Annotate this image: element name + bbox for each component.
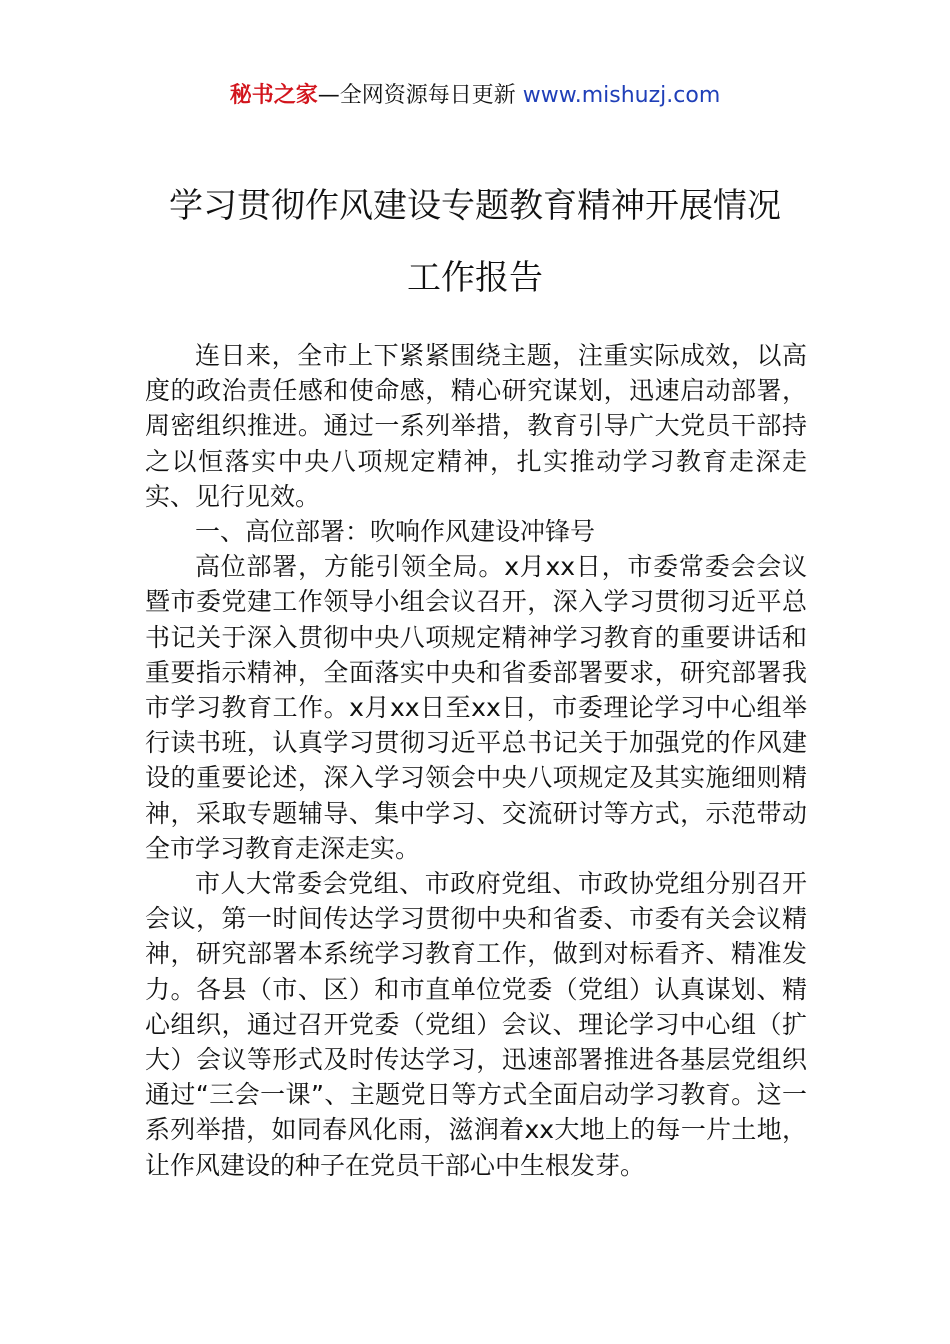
document-body [145, 338, 807, 1183]
site-header-banner [0, 80, 950, 112]
section-heading: 一、高位部署：吹响作风建设冲锋号 [195, 517, 596, 547]
body-paragraph: 市人大常委会党组、市政府党组、市政协党组分别召开会议，第一时间传达学习贯彻中央和省委、市委有关会议精神，研究部署本系统学习教育工作，做到对标看齐、精准发力。各县（市、区）和市直单位党委（党组）认真谋划、精心组织，通过召开党委（党组）会议、理论学习中心组（扩大）会议等形式及时传达学习，迅速部署推进各基层党组织通过“三会一课”、主题党日等方式全面启动学习教育。这一系列举措，如同春风化雨，滋润着xx大地上的每一片土地，让作风建设的种子在党员干部心中生根发芽。 [145, 869, 807, 1180]
document-title-line-2: 工作报告 [407, 258, 543, 298]
document-title-line-1: 学习贯彻作风建设专题教育精神开展情况 [169, 186, 781, 226]
site-tagline: —全网资源每日更新 [317, 83, 516, 108]
body-paragraph: 高位部署，方能引领全局。x月xx日，市委常委会会议暨市委党建工作领导小组会议召开，深入学习贯彻习近平总书记关于深入贯彻中央八项规定精神学习教育的重要讲话和重要指示精神，全面落实中央和省委部署要求，研究部署我市学习教育工作。x月xx日至xx日，市委理论学习中心组举行读书班，认真学习贯彻习近平总书记关于加强党的作风建设的重要论述，深入学习领会中央八项规定及其实施细则精神，采取专题辅导、集中学习、交流研讨等方式，示范带动全市学习教育走深走实。 [145, 552, 807, 863]
intro-paragraph: 连日来，全市上下紧紧围绕主题，注重实际成效，以高度的政治责任感和使命感，精心研究谋划，迅速启动部署，周密组织推进。通过一系列举措，教育引导广大党员干部持之以恒落实中央八项规定精神，扎实推动学习教育走深走实、见行见效。 [145, 341, 807, 511]
site-url-link[interactable]: www.mishuzj.com [522, 83, 721, 108]
document-title [0, 170, 950, 314]
site-brand-name: 秘书之家 [229, 83, 318, 108]
